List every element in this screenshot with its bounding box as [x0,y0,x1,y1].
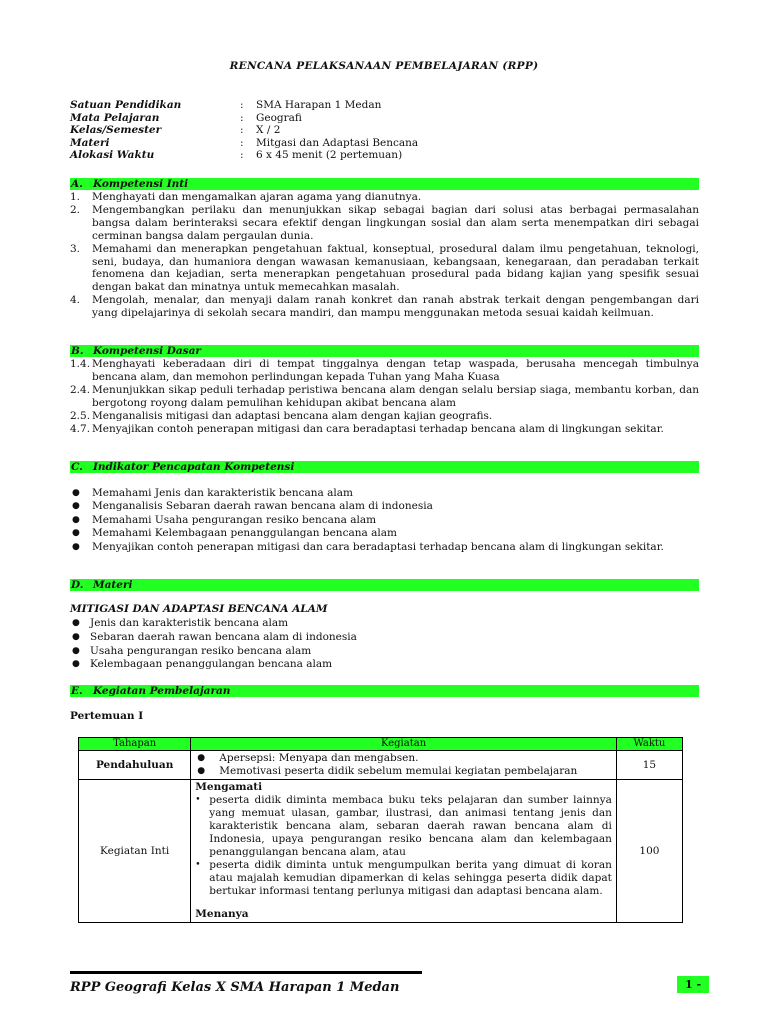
bullet-icon: ● [72,528,80,539]
item-number: 2.4. [70,383,91,396]
footer-text: RPP Geografi Kelas X SMA Harapan 1 Medan [70,980,400,995]
indikator-list [70,487,699,554]
identity-label: Materi [70,136,110,149]
item-text: Menyajikan contoh penerapan mitigasi dan cara beradaptasi terhadap bencana alam di lingkungan sekitar. [92,422,664,435]
section-title: Kegiatan Pembelajaran [93,685,231,697]
list-item [70,658,699,672]
list-item [195,765,612,778]
item-text: peserta didik diminta membaca buku teks pelajaran dan sumber lainnya yang memuat ulasan, gambar, ilustrasi, dan animasi tentang jenis dan karakteristik bencana alam, sebaran daerah rawan bencana alam di Indonesia, upaya pengurangan resiko bencana alam dan kelembagaan penanggulangan bencana alam, atau [209,794,612,858]
identity-colon: : [240,149,244,162]
bullet-icon: ● [72,631,80,642]
bullet-icon: ● [72,501,80,512]
item-text: Menghayati keberadaan diri di tempat tinggalnya dengan tetap waspada, berusaha mencegah timbulnya bencana alam, dan memohon perlindungan kepada Tuhan yang Maha Kuasa [92,358,699,383]
subsection-heading: Mengamati [195,781,263,793]
item-number: 4. [70,294,81,307]
materi-title: MITIGASI DAN ADAPTASI BENCANA ALAM [70,603,328,615]
list-item [195,859,612,898]
section-title: Kompetensi Dasar [93,345,201,357]
item-text: Menyajikan contoh penerapan mitigasi dan cara beradaptasi terhadap bencana alam di lingkungan sekitar. [92,540,664,553]
column-header: Tahapan [79,738,191,751]
item-number: 2. [70,203,81,216]
identity-block [70,99,710,162]
section-letter: D. [71,579,84,591]
identity-row [70,99,710,112]
list-item [195,794,612,859]
identity-row [70,124,710,137]
list-item [70,191,699,204]
stage-cell: Pendahuluan [79,751,191,780]
identity-colon: : [240,124,244,137]
item-text: Memahami Jenis dan karakteristik bencana alam [92,487,353,499]
section-title: Kompetensi Inti [93,178,189,190]
item-text: Menganalisis mitigasi dan adaptasi bencana alam dengan kajian geografis. [92,409,493,422]
identity-value: X / 2 [256,124,281,137]
kompetensi-inti-list [70,191,699,320]
list-item [70,423,699,436]
list-item [70,645,699,659]
kompetensi-dasar-list [70,358,699,435]
list-item [70,358,699,384]
identity-label: Satuan Pendidikan [70,99,182,111]
activity-table [78,737,683,923]
materi-list [70,617,699,672]
identity-row [70,149,710,162]
meeting-label: Pertemuan I [70,710,144,722]
list-item [70,541,699,554]
item-text: Memotivasi peserta didik sebelum memulai kegiatan pembelajaran [219,765,578,777]
subsection-heading: Menanya [195,908,249,920]
item-text: Kelembagaan penanggulangan bencana alam [90,658,333,671]
list-item [70,487,699,500]
document-title: RENCANA PELAKSANAAN PEMBELAJARAN (RPP) [229,60,539,72]
column-header: Waktu [616,738,682,751]
identity-row [70,137,710,150]
section-letter: B. [71,345,84,357]
identity-value: Mitgasi dan Adaptasi Bencana [256,136,419,149]
identity-colon: : [240,111,244,124]
list-item [70,631,699,645]
footer-rule [70,971,422,974]
section-d-header [70,579,699,591]
list-item [70,294,699,320]
identity-label: Alokasi Waktu [70,149,155,162]
identity-colon: : [240,99,244,111]
time-cell: 100 [616,780,682,923]
list-item [70,617,699,631]
section-letter: E. [71,685,83,697]
column-header: Kegiatan [191,738,617,751]
bullet-icon: ● [72,645,80,656]
list-item [70,243,699,295]
identity-value: SMA Harapan 1 Medan [256,99,382,111]
item-text: peserta didik diminta untuk mengumpulkan berita yang dimuat di koran atau majalah kemudian dipamerkan di kelas sehingga peserta didik dapat bertukar informasi tentang perlunya mitigasi dan adaptasi bencana alam. [209,859,612,897]
table-header-row [79,738,683,751]
identity-value: 6 x 45 menit (2 pertemuan) [256,149,403,162]
stage-cell: Kegiatan Inti [79,780,191,923]
section-letter: A. [71,178,83,190]
item-number: 2.5. [70,409,91,422]
bullet-icon: ● [72,514,80,525]
section-c-header [70,461,699,473]
table-row [79,751,683,780]
section-letter: C. [71,461,83,473]
list-item [70,500,699,513]
section-title: Indikator Pencapatan Kompetensi [93,461,295,473]
item-number: 1. [70,191,81,203]
bullet-icon: ● [72,659,80,670]
page-number: 1 - [677,976,709,993]
identity-colon: : [240,136,244,149]
section-title: Materi [93,579,133,591]
bullet-icon: ● [72,488,80,498]
item-text: Menghayati dan mengamalkan ajaran agama yang dianutnya. [92,191,422,203]
list-item [70,204,699,243]
bullet-icon: ● [72,541,80,552]
activity-cell [191,751,617,780]
bullet-icon: ● [197,753,206,763]
section-a-header [70,178,699,190]
bullet-icon: ● [72,618,80,628]
list-item [195,752,612,765]
item-text: Memahami dan menerapkan pengetahuan faktual, konseptual, prosedural dalam ilmu pengetahuan, teknologi, seni, budaya, dan humaniora dengan wawasan kemanusiaan, kebangsaan, kenegaraan, dan peradaban terkait fenomena dan kejadian, serta menerapkan pengetahuan prosedural pada bidang kajian yang spesifik sesuai dengan bakat dan minatnya untuk memecahkan masalah. [92,242,699,294]
bullet-icon: ● [197,766,206,776]
item-text: Mengolah, menalar, dan menyaji dalam ranah konkret dan ranah abstrak terkait dengan pengembangan dari yang dipelajarinya di sekolah secara mandiri, dan mampu menggunakan metoda sesuai kaidah keilmuan. [92,294,699,320]
section-e-header [70,685,699,697]
list-item [70,384,699,410]
list-item [70,410,699,423]
bullet-icon: • [195,860,201,870]
item-text: Menganalisis Sebaran daerah rawan bencana alam di indonesia [92,500,433,513]
item-text: Memahami Usaha pengurangan resiko bencana alam [92,513,377,526]
item-text: Memahami Kelembagaan penanggulangan bencana alam [92,527,397,540]
item-text: Jenis dan karakteristik bencana alam [90,617,289,629]
item-text: Usaha pengurangan resiko bencana alam [90,644,312,657]
item-number: 3. [70,242,81,255]
item-number: 4.7. [70,422,91,435]
identity-label: Mata Pelajaran [70,111,160,124]
time-cell: 15 [616,751,682,780]
identity-row [70,112,710,125]
list-item [70,527,699,540]
item-text: Menunjukkan sikap peduli terhadap peristiwa bencana alam dengan selalu bersiap siaga, membantu korban, dan bergotong royong dalam pemulihan kehidupan akibat bencana alam [92,383,699,409]
bullet-icon: • [195,795,201,805]
item-text: Apersepsi: Menyapa dan mengabsen. [219,752,419,764]
item-number: 1.4. [70,358,91,370]
activity-cell [191,780,617,923]
identity-label: Kelas/Semester [70,124,162,137]
section-b-header [70,345,699,357]
identity-value: Geografi [256,111,302,124]
list-item [70,514,699,527]
item-text: Sebaran daerah rawan bencana alam di indonesia [90,630,357,643]
item-text: Mengembangkan perilaku dan menunjukkan sikap sebagai bagian dari solusi atas berbagai permasalahan bangsa dalam berinteraksi secara efektif dengan lingkungan sosial dan alam serta menempatkan diri sebagai cerminan bangsa dalam pergaulan dunia. [92,203,699,242]
table-row [79,780,683,923]
